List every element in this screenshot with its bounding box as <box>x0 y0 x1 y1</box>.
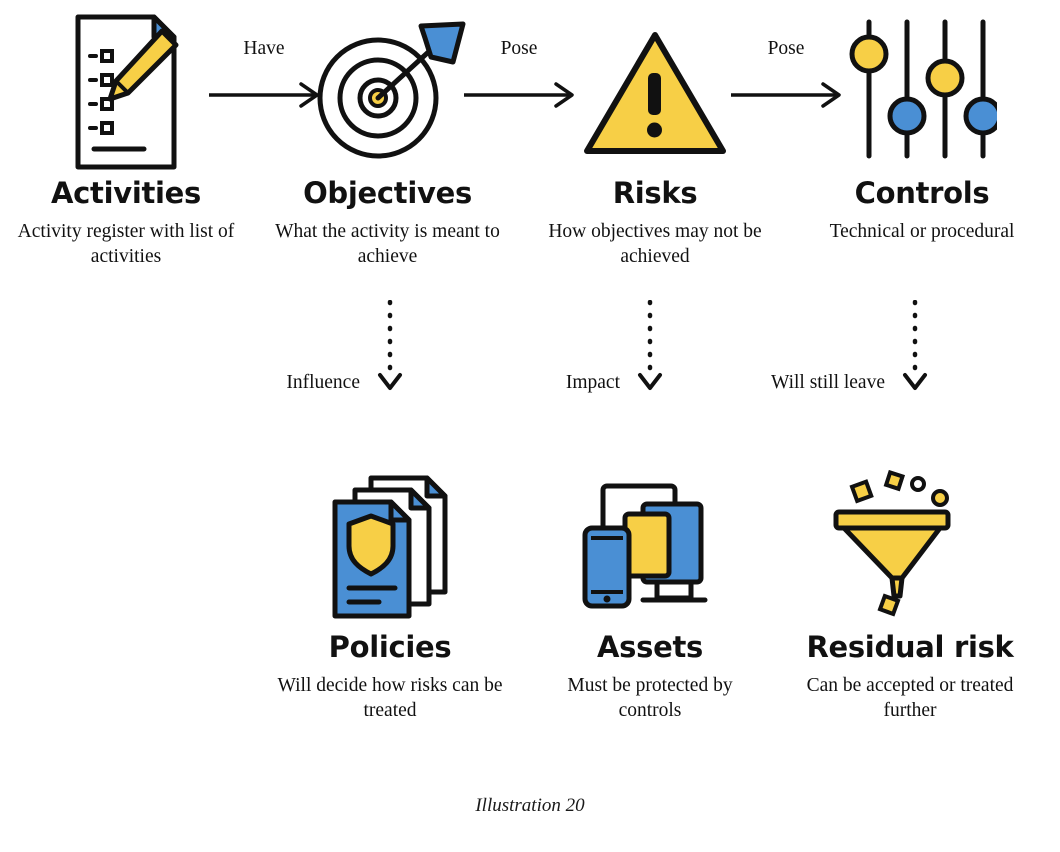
node-title: Residual risk <box>806 630 1014 664</box>
arrow-risks-to-assets <box>632 300 668 405</box>
node-description: Must be protected by controls <box>567 674 733 722</box>
arrow-label-influence: Influence <box>286 372 360 393</box>
node-assets <box>540 460 760 724</box>
documents-with-shield-icon <box>275 460 505 630</box>
funnel-icon <box>795 460 1025 630</box>
sliders-icon <box>812 6 1032 176</box>
node-description: Activity register with list of activities <box>17 220 235 268</box>
node-title: Policies <box>328 630 452 664</box>
arrow-label-pose-1: Pose <box>500 38 538 59</box>
node-title: Objectives <box>303 176 472 210</box>
node-controls <box>812 6 1032 244</box>
arrow-label-pose-2: Pose <box>767 38 805 59</box>
arrow-label-impact: Impact <box>565 372 620 393</box>
arrow-objectives-to-risks <box>460 78 578 117</box>
arrow-risks-to-controls <box>727 78 845 117</box>
node-description: What the activity is meant to achieve <box>275 220 500 268</box>
node-title: Assets <box>597 630 703 664</box>
arrow-activities-to-objectives <box>205 78 323 117</box>
node-title: Risks <box>612 176 698 210</box>
node-title: Activities <box>50 176 201 210</box>
arrow-label-will-still-leave: Will still leave <box>770 372 885 393</box>
devices-icon <box>540 460 760 630</box>
node-description: Will decide how risks can be treated <box>277 674 503 722</box>
arrow-controls-to-residual-risk <box>897 300 933 405</box>
node-residual-risk <box>795 460 1025 724</box>
node-description: Can be accepted or treated further <box>806 674 1014 722</box>
node-policies <box>275 460 505 724</box>
node-description: How objectives may not be achieved <box>548 220 762 268</box>
node-description: Technical or procedural <box>829 220 1015 242</box>
arrow-label-have: Have <box>243 38 285 59</box>
node-title: Controls <box>854 176 990 210</box>
arrow-objectives-to-policies <box>372 300 408 405</box>
figure-caption: Illustration 20 <box>475 795 585 816</box>
